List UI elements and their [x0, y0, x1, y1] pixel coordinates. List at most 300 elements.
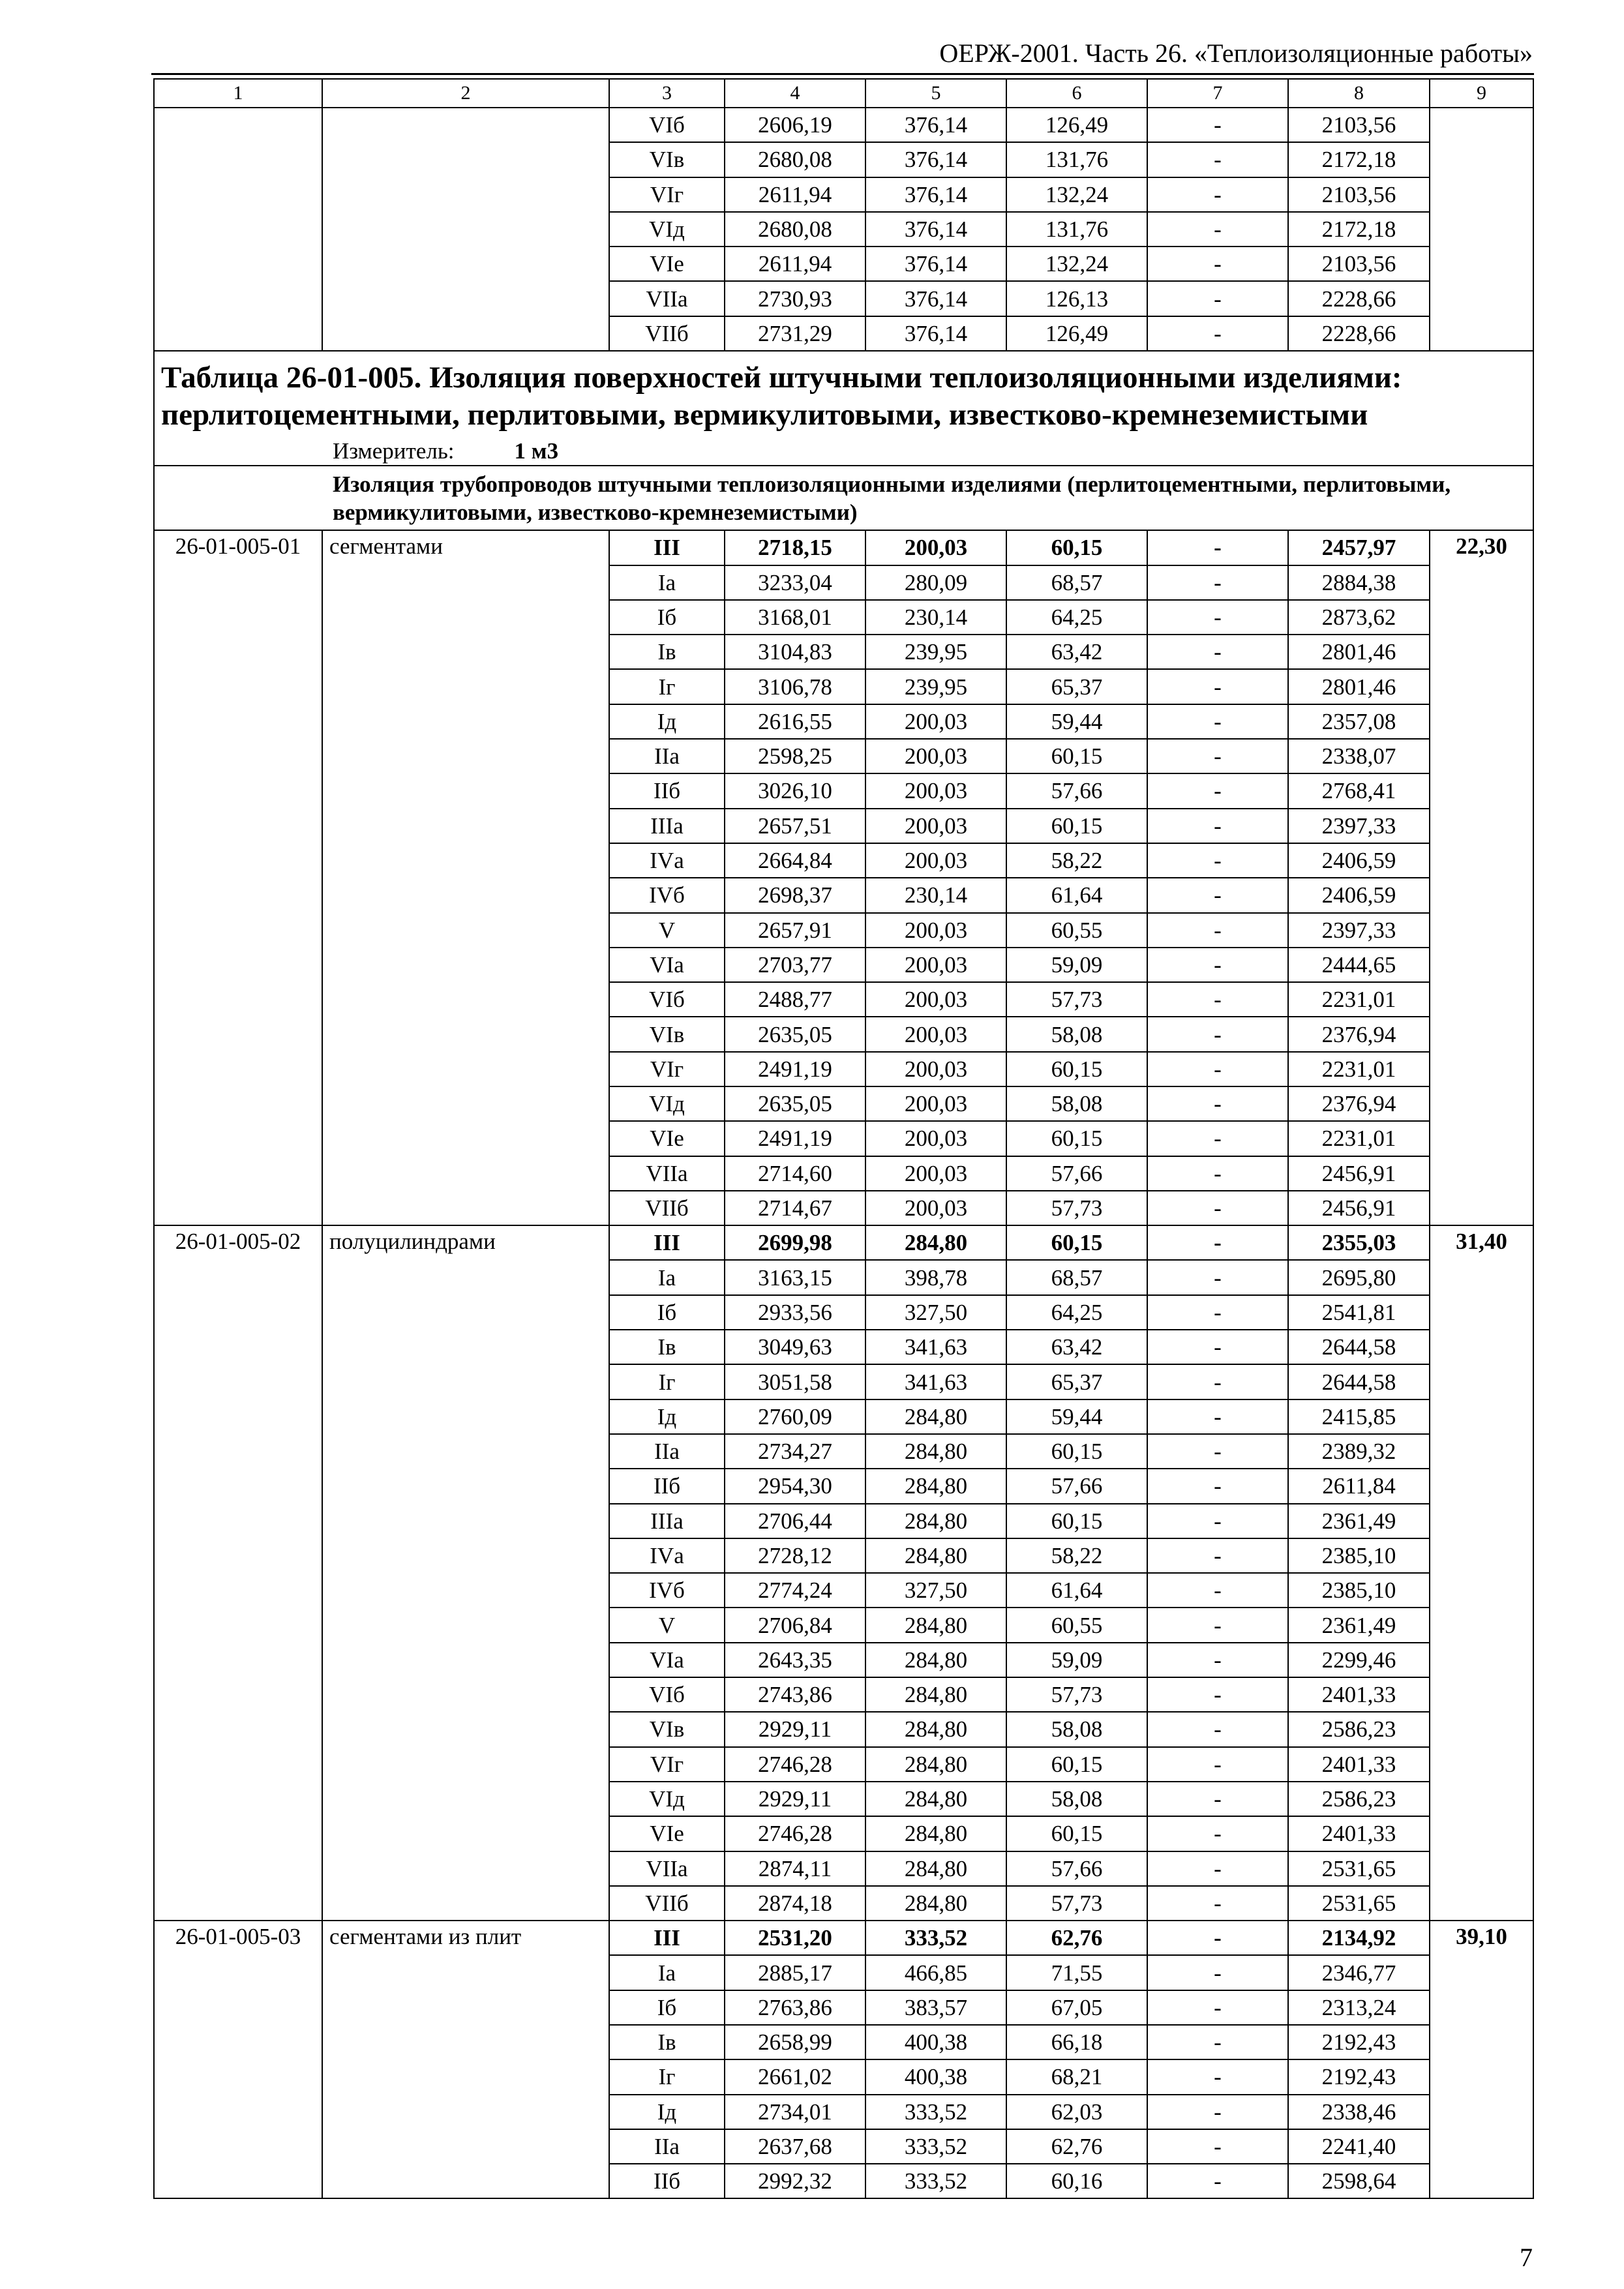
labor-cost-cell: 333,52: [865, 2095, 1006, 2129]
labor-cost-cell: 200,03: [865, 809, 1006, 843]
machine-cost-cell: 63,42: [1006, 635, 1147, 669]
direct-cost-cell: 2885,17: [725, 1955, 865, 1990]
table-row: [154, 1921, 1533, 1955]
driver-wage-cell: -: [1147, 1121, 1288, 1156]
labor-cost-cell: 200,03: [865, 1052, 1006, 1086]
materials-cost-cell: 2361,49: [1288, 1504, 1430, 1538]
materials-cost-cell: 2397,33: [1288, 809, 1430, 843]
labor-cost-cell: 200,03: [865, 913, 1006, 948]
labor-cost-cell: 284,80: [865, 1782, 1006, 1816]
labor-cost-cell: 284,80: [865, 1504, 1006, 1538]
machine-cost-cell: 60,15: [1006, 1225, 1147, 1260]
machine-cost-cell: 60,15: [1006, 1434, 1147, 1469]
direct-cost-cell: 2664,84: [725, 843, 865, 878]
labor-total-cell: [1430, 108, 1533, 351]
machine-cost-cell: 60,15: [1006, 1052, 1147, 1086]
table-title-cell: [154, 351, 1533, 466]
direct-cost-cell: 2746,28: [725, 1747, 865, 1782]
materials-cost-cell: 2228,66: [1288, 316, 1430, 351]
header-rule: [151, 73, 1534, 75]
direct-cost-cell: 2657,51: [725, 809, 865, 843]
region-cell: VIIа: [609, 281, 725, 316]
region-cell: VIIб: [609, 1886, 725, 1921]
materials-cost-cell: 2361,49: [1288, 1608, 1430, 1642]
driver-wage-cell: -: [1147, 1260, 1288, 1294]
driver-wage-cell: -: [1147, 1434, 1288, 1469]
machine-cost-cell: 65,37: [1006, 669, 1147, 704]
rates-table: [153, 78, 1534, 2199]
labor-cost-cell: 200,03: [865, 1156, 1006, 1191]
column-number: 1: [154, 79, 322, 108]
region-cell: VIв: [609, 1017, 725, 1051]
driver-wage-cell: -: [1147, 1990, 1288, 2025]
driver-wage-cell: -: [1147, 1851, 1288, 1886]
region-cell: IVб: [609, 878, 725, 912]
direct-cost-cell: 2680,08: [725, 212, 865, 247]
driver-wage-cell: -: [1147, 669, 1288, 704]
materials-cost-cell: 2241,40: [1288, 2129, 1430, 2164]
labor-cost-cell: 230,14: [865, 878, 1006, 912]
region-cell: VIг: [609, 1052, 725, 1086]
labor-cost-cell: 383,57: [865, 1990, 1006, 2025]
driver-wage-cell: -: [1147, 913, 1288, 948]
labor-cost-cell: 200,03: [865, 948, 1006, 982]
labor-cost-cell: 400,38: [865, 2059, 1006, 2094]
machine-cost-cell: 57,73: [1006, 1886, 1147, 1921]
materials-cost-cell: 2299,46: [1288, 1643, 1430, 1677]
region-cell: IIа: [609, 1434, 725, 1469]
labor-cost-cell: 376,14: [865, 281, 1006, 316]
materials-cost-cell: 2541,81: [1288, 1295, 1430, 1330]
materials-cost-cell: 2134,92: [1288, 1921, 1430, 1955]
driver-wage-cell: -: [1147, 1504, 1288, 1538]
machine-cost-cell: 58,22: [1006, 843, 1147, 878]
column-number: 6: [1006, 79, 1147, 108]
direct-cost-cell: 2637,68: [725, 2129, 865, 2164]
labor-total: 22,30: [1430, 530, 1533, 1225]
materials-cost-cell: 2406,59: [1288, 843, 1430, 878]
driver-wage-cell: -: [1147, 565, 1288, 600]
region-cell: V: [609, 913, 725, 948]
region-cell: VIв: [609, 1712, 725, 1746]
direct-cost-cell: 2611,94: [725, 247, 865, 281]
labor-cost-cell: 333,52: [865, 2164, 1006, 2198]
driver-wage-cell: -: [1147, 108, 1288, 142]
driver-wage-cell: -: [1147, 600, 1288, 635]
machine-cost-cell: 132,24: [1006, 247, 1147, 281]
region-cell: Iв: [609, 2025, 725, 2059]
materials-cost-cell: 2313,24: [1288, 1990, 1430, 2025]
labor-cost-cell: 284,80: [865, 1747, 1006, 1782]
machine-cost-cell: 58,08: [1006, 1712, 1147, 1746]
driver-wage-cell: -: [1147, 177, 1288, 212]
materials-cost-cell: 2103,56: [1288, 247, 1430, 281]
machine-cost-cell: 60,15: [1006, 1816, 1147, 1851]
item-code: 26-01-005-03: [154, 1921, 322, 2198]
table-row: [154, 530, 1533, 565]
direct-cost-cell: 2746,28: [725, 1816, 865, 1851]
labor-cost-cell: 333,52: [865, 1921, 1006, 1955]
labor-cost-cell: 466,85: [865, 1955, 1006, 1990]
labor-cost-cell: 376,14: [865, 142, 1006, 177]
direct-cost-cell: 2774,24: [725, 1573, 865, 1608]
machine-cost-cell: 60,15: [1006, 1504, 1147, 1538]
machine-cost-cell: 57,73: [1006, 1677, 1147, 1712]
region-cell: Iв: [609, 635, 725, 669]
column-number: 5: [865, 79, 1006, 108]
driver-wage-cell: -: [1147, 1364, 1288, 1399]
direct-cost-cell: 2706,44: [725, 1504, 865, 1538]
labor-cost-cell: 200,03: [865, 1017, 1006, 1051]
driver-wage-cell: -: [1147, 1955, 1288, 1990]
materials-cost-cell: 2172,18: [1288, 142, 1430, 177]
labor-cost-cell: 284,80: [865, 1851, 1006, 1886]
machine-cost-cell: 60,55: [1006, 913, 1147, 948]
labor-cost-cell: 398,78: [865, 1260, 1006, 1294]
labor-total: 31,40: [1430, 1225, 1533, 1921]
machine-cost-cell: 62,76: [1006, 1921, 1147, 1955]
item-code: 26-01-005-01: [154, 530, 322, 1225]
materials-cost-cell: 2768,41: [1288, 773, 1430, 808]
materials-cost-cell: 2456,91: [1288, 1156, 1430, 1191]
column-number: 3: [609, 79, 725, 108]
labor-cost-cell: 230,14: [865, 600, 1006, 635]
driver-wage-cell: -: [1147, 1886, 1288, 1921]
page-header: ОЕРЖ-2001. Часть 26. «Теплоизоляционные работы»: [939, 38, 1533, 68]
region-cell: VIб: [609, 108, 725, 142]
region-cell: Iд: [609, 704, 725, 739]
column-numbers-row: [154, 79, 1533, 108]
driver-wage-cell: -: [1147, 2164, 1288, 2198]
labor-cost-cell: 284,80: [865, 1225, 1006, 1260]
materials-cost-cell: 2456,91: [1288, 1191, 1430, 1225]
labor-cost-cell: 200,03: [865, 773, 1006, 808]
machine-cost-cell: 126,49: [1006, 316, 1147, 351]
driver-wage-cell: -: [1147, 1017, 1288, 1051]
region-cell: VIг: [609, 177, 725, 212]
direct-cost-cell: 3051,58: [725, 1364, 865, 1399]
materials-cost-cell: 2406,59: [1288, 878, 1430, 912]
direct-cost-cell: 2874,18: [725, 1886, 865, 1921]
direct-cost-cell: 2954,30: [725, 1469, 865, 1503]
region-cell: Iа: [609, 1955, 725, 1990]
materials-cost-cell: 2192,43: [1288, 2025, 1430, 2059]
region-cell: IIа: [609, 739, 725, 773]
materials-cost-cell: 2103,56: [1288, 177, 1430, 212]
region-cell: Iг: [609, 2059, 725, 2094]
region-cell: Iб: [609, 1295, 725, 1330]
materials-cost-cell: 2376,94: [1288, 1086, 1430, 1121]
labor-cost-cell: 239,95: [865, 635, 1006, 669]
direct-cost-cell: 2734,27: [725, 1434, 865, 1469]
machine-cost-cell: 61,64: [1006, 878, 1147, 912]
direct-cost-cell: 2635,05: [725, 1017, 865, 1051]
machine-cost-cell: 57,73: [1006, 982, 1147, 1017]
labor-cost-cell: 284,80: [865, 1643, 1006, 1677]
machine-cost-cell: 60,55: [1006, 1608, 1147, 1642]
region-cell: VIе: [609, 247, 725, 281]
materials-cost-cell: 2228,66: [1288, 281, 1430, 316]
driver-wage-cell: -: [1147, 1469, 1288, 1503]
region-cell: Iб: [609, 600, 725, 635]
machine-cost-cell: 66,18: [1006, 2025, 1147, 2059]
region-cell: IIIа: [609, 1504, 725, 1538]
section-subtitle-cell: [154, 466, 1533, 531]
driver-wage-cell: -: [1147, 1816, 1288, 1851]
region-cell: Iд: [609, 2095, 725, 2129]
labor-cost-cell: 284,80: [865, 1886, 1006, 1921]
driver-wage-cell: -: [1147, 809, 1288, 843]
direct-cost-cell: 3106,78: [725, 669, 865, 704]
region-cell: VIд: [609, 212, 725, 247]
item-name: сегментами из плит: [322, 1921, 609, 2198]
materials-cost-cell: 2346,77: [1288, 1955, 1430, 1990]
driver-wage-cell: -: [1147, 1677, 1288, 1712]
driver-wage-cell: -: [1147, 843, 1288, 878]
materials-cost-cell: 2457,97: [1288, 530, 1430, 565]
direct-cost-cell: 2929,11: [725, 1782, 865, 1816]
direct-cost-cell: 2657,91: [725, 913, 865, 948]
region-cell: VIIб: [609, 1191, 725, 1225]
labor-cost-cell: 200,03: [865, 1121, 1006, 1156]
materials-cost-cell: 2695,80: [1288, 1260, 1430, 1294]
direct-cost-cell: 2992,32: [725, 2164, 865, 2198]
materials-cost-cell: 2401,33: [1288, 1747, 1430, 1782]
direct-cost-cell: 2743,86: [725, 1677, 865, 1712]
direct-cost-cell: 2933,56: [725, 1295, 865, 1330]
region-cell: VIе: [609, 1121, 725, 1156]
machine-cost-cell: 57,66: [1006, 1851, 1147, 1886]
direct-cost-cell: 2730,93: [725, 281, 865, 316]
machine-cost-cell: 62,76: [1006, 2129, 1147, 2164]
direct-cost-cell: 2763,86: [725, 1990, 865, 2025]
direct-cost-cell: 2699,98: [725, 1225, 865, 1260]
direct-cost-cell: 2491,19: [725, 1121, 865, 1156]
labor-cost-cell: 376,14: [865, 247, 1006, 281]
direct-cost-cell: 3104,83: [725, 635, 865, 669]
driver-wage-cell: -: [1147, 247, 1288, 281]
labor-cost-cell: 200,03: [865, 1191, 1006, 1225]
direct-cost-cell: 2616,55: [725, 704, 865, 739]
materials-cost-cell: 2401,33: [1288, 1816, 1430, 1851]
item-code: 26-01-005-02: [154, 1225, 322, 1921]
machine-cost-cell: 67,05: [1006, 1990, 1147, 2025]
machine-cost-cell: 62,03: [1006, 2095, 1147, 2129]
meter-line: [161, 440, 1529, 462]
region-cell: III: [609, 1921, 725, 1955]
materials-cost-cell: 2873,62: [1288, 600, 1430, 635]
machine-cost-cell: 59,44: [1006, 704, 1147, 739]
region-cell: VIа: [609, 1643, 725, 1677]
driver-wage-cell: -: [1147, 1330, 1288, 1364]
table-title: Таблица 26-01-005. Изоляция поверхностей штучными теплоизоляционными изделиями: перлитоцементными, перлитовыми, вермикулитовыми, известково-кремнеземистыми: [161, 361, 1402, 432]
region-cell: III: [609, 1225, 725, 1260]
labor-cost-cell: 284,80: [865, 1608, 1006, 1642]
materials-cost-cell: 2644,58: [1288, 1330, 1430, 1364]
driver-wage-cell: -: [1147, 773, 1288, 808]
driver-wage-cell: -: [1147, 2025, 1288, 2059]
driver-wage-cell: -: [1147, 2059, 1288, 2094]
region-cell: Iв: [609, 1330, 725, 1364]
direct-cost-cell: 2714,60: [725, 1156, 865, 1191]
region-cell: VIа: [609, 948, 725, 982]
machine-cost-cell: 58,22: [1006, 1538, 1147, 1573]
driver-wage-cell: -: [1147, 1747, 1288, 1782]
direct-cost-cell: 2728,12: [725, 1538, 865, 1573]
materials-cost-cell: 2397,33: [1288, 913, 1430, 948]
materials-cost-cell: 2355,03: [1288, 1225, 1430, 1260]
driver-wage-cell: -: [1147, 2095, 1288, 2129]
labor-cost-cell: 284,80: [865, 1399, 1006, 1434]
materials-cost-cell: 2192,43: [1288, 2059, 1430, 2094]
machine-cost-cell: 60,15: [1006, 1747, 1147, 1782]
machine-cost-cell: 58,08: [1006, 1782, 1147, 1816]
item-name: полуцилиндрами: [322, 1225, 609, 1921]
region-cell: Iг: [609, 669, 725, 704]
labor-cost-cell: 376,14: [865, 212, 1006, 247]
table-row: [154, 1225, 1533, 1260]
labor-cost-cell: 239,95: [865, 669, 1006, 704]
driver-wage-cell: -: [1147, 1225, 1288, 1260]
driver-wage-cell: -: [1147, 2129, 1288, 2164]
direct-cost-cell: 2731,29: [725, 316, 865, 351]
labor-cost-cell: 200,03: [865, 739, 1006, 773]
column-number: 9: [1430, 79, 1533, 108]
labor-cost-cell: 200,03: [865, 982, 1006, 1017]
driver-wage-cell: -: [1147, 1643, 1288, 1677]
direct-cost-cell: 2706,84: [725, 1608, 865, 1642]
materials-cost-cell: 2338,46: [1288, 2095, 1430, 2129]
machine-cost-cell: 68,57: [1006, 1260, 1147, 1294]
direct-cost-cell: 2598,25: [725, 739, 865, 773]
materials-cost-cell: 2401,33: [1288, 1677, 1430, 1712]
machine-cost-cell: 60,15: [1006, 530, 1147, 565]
direct-cost-cell: 3163,15: [725, 1260, 865, 1294]
column-number: 8: [1288, 79, 1430, 108]
labor-cost-cell: 284,80: [865, 1538, 1006, 1573]
labor-cost-cell: 341,63: [865, 1364, 1006, 1399]
direct-cost-cell: 3168,01: [725, 600, 865, 635]
machine-cost-cell: 57,66: [1006, 773, 1147, 808]
labor-cost-cell: 280,09: [865, 565, 1006, 600]
driver-wage-cell: -: [1147, 316, 1288, 351]
machine-cost-cell: 68,57: [1006, 565, 1147, 600]
driver-wage-cell: -: [1147, 982, 1288, 1017]
machine-cost-cell: 58,08: [1006, 1017, 1147, 1051]
driver-wage-cell: -: [1147, 1399, 1288, 1434]
materials-cost-cell: 2611,84: [1288, 1469, 1430, 1503]
materials-cost-cell: 2884,38: [1288, 565, 1430, 600]
region-cell: IIIа: [609, 809, 725, 843]
driver-wage-cell: -: [1147, 1573, 1288, 1608]
driver-wage-cell: -: [1147, 1921, 1288, 1955]
machine-cost-cell: 68,21: [1006, 2059, 1147, 2094]
labor-cost-cell: 284,80: [865, 1434, 1006, 1469]
driver-wage-cell: -: [1147, 1608, 1288, 1642]
region-cell: VIб: [609, 1677, 725, 1712]
region-cell: Iд: [609, 1399, 725, 1434]
region-cell: Iб: [609, 1990, 725, 2025]
labor-cost-cell: 333,52: [865, 2129, 1006, 2164]
materials-cost-cell: 2586,23: [1288, 1782, 1430, 1816]
machine-cost-cell: 58,08: [1006, 1086, 1147, 1121]
machine-cost-cell: 64,25: [1006, 600, 1147, 635]
machine-cost-cell: 60,15: [1006, 1121, 1147, 1156]
labor-total: 39,10: [1430, 1921, 1533, 2198]
machine-cost-cell: 71,55: [1006, 1955, 1147, 1990]
materials-cost-cell: 2598,64: [1288, 2164, 1430, 2198]
machine-cost-cell: 61,64: [1006, 1573, 1147, 1608]
region-cell: Iг: [609, 1364, 725, 1399]
materials-cost-cell: 2531,65: [1288, 1851, 1430, 1886]
direct-cost-cell: 2760,09: [725, 1399, 865, 1434]
direct-cost-cell: 2714,67: [725, 1191, 865, 1225]
region-cell: VIIа: [609, 1851, 725, 1886]
region-cell: VIIб: [609, 316, 725, 351]
direct-cost-cell: 2611,94: [725, 177, 865, 212]
direct-cost-cell: 2929,11: [725, 1712, 865, 1746]
labor-cost-cell: 284,80: [865, 1469, 1006, 1503]
section-subtitle: Изоляция трубопроводов штучными теплоизоляционными изделиями (перлитоцементными, перлитовыми, вермикулитовыми, известково-кремнеземистыми): [333, 471, 1451, 526]
machine-cost-cell: 126,49: [1006, 108, 1147, 142]
materials-cost-cell: 2376,94: [1288, 1017, 1430, 1051]
driver-wage-cell: -: [1147, 1086, 1288, 1121]
driver-wage-cell: -: [1147, 530, 1288, 565]
materials-cost-cell: 2444,65: [1288, 948, 1430, 982]
labor-cost-cell: 341,63: [865, 1330, 1006, 1364]
direct-cost-cell: 2635,05: [725, 1086, 865, 1121]
machine-cost-cell: 57,66: [1006, 1469, 1147, 1503]
driver-wage-cell: -: [1147, 1052, 1288, 1086]
labor-cost-cell: 376,14: [865, 108, 1006, 142]
direct-cost-cell: 2680,08: [725, 142, 865, 177]
region-cell: IVа: [609, 1538, 725, 1573]
driver-wage-cell: -: [1147, 1712, 1288, 1746]
materials-cost-cell: 2103,56: [1288, 108, 1430, 142]
labor-cost-cell: 200,03: [865, 843, 1006, 878]
driver-wage-cell: -: [1147, 1538, 1288, 1573]
region-cell: III: [609, 530, 725, 565]
region-cell: VIIа: [609, 1156, 725, 1191]
section-subtitle-row: [154, 466, 1533, 531]
labor-cost-cell: 200,03: [865, 704, 1006, 739]
direct-cost-cell: 2531,20: [725, 1921, 865, 1955]
name-cell: [322, 108, 609, 351]
region-cell: VIб: [609, 982, 725, 1017]
region-cell: V: [609, 1608, 725, 1642]
machine-cost-cell: 59,09: [1006, 1643, 1147, 1677]
region-cell: IVа: [609, 843, 725, 878]
machine-cost-cell: 132,24: [1006, 177, 1147, 212]
machine-cost-cell: 65,37: [1006, 1364, 1147, 1399]
driver-wage-cell: -: [1147, 142, 1288, 177]
driver-wage-cell: -: [1147, 739, 1288, 773]
labor-cost-cell: 200,03: [865, 530, 1006, 565]
machine-cost-cell: 126,13: [1006, 281, 1147, 316]
region-cell: IIб: [609, 1469, 725, 1503]
driver-wage-cell: -: [1147, 1156, 1288, 1191]
table-row: [154, 108, 1533, 142]
column-number: 2: [322, 79, 609, 108]
machine-cost-cell: 131,76: [1006, 142, 1147, 177]
machine-cost-cell: 63,42: [1006, 1330, 1147, 1364]
labor-cost-cell: 327,50: [865, 1295, 1006, 1330]
region-cell: VIд: [609, 1086, 725, 1121]
machine-cost-cell: 60,15: [1006, 809, 1147, 843]
materials-cost-cell: 2231,01: [1288, 1052, 1430, 1086]
materials-cost-cell: 2415,85: [1288, 1399, 1430, 1434]
driver-wage-cell: -: [1147, 1782, 1288, 1816]
